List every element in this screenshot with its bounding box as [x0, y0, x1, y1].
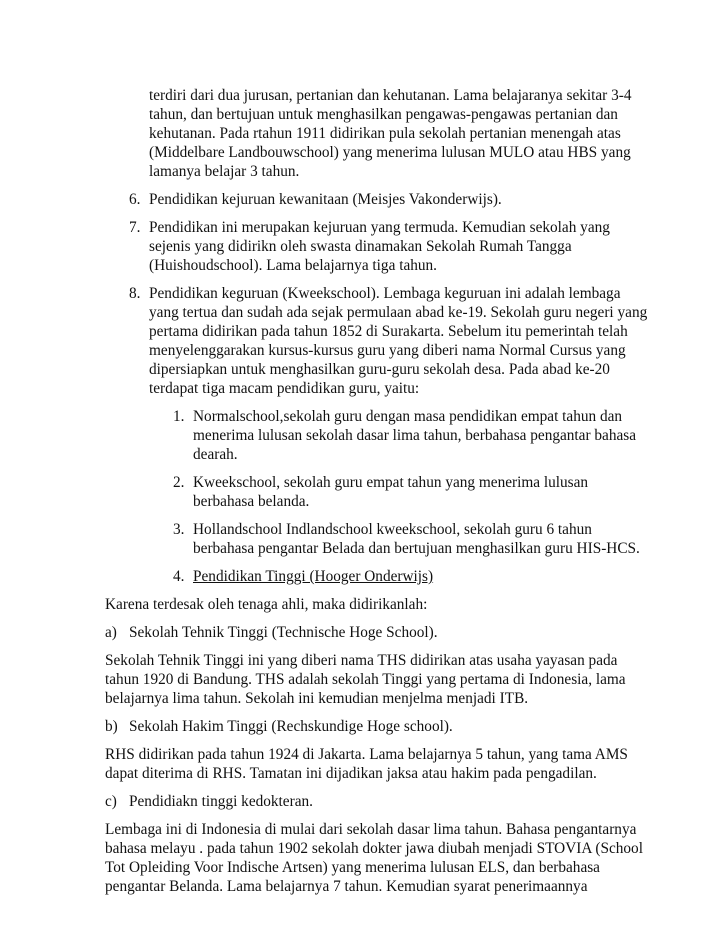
list-item-text: terdapat tiga macam pendidikan guru, yaitu: — [149, 380, 420, 397]
sublist-item-text: berbahasa belanda. — [193, 493, 310, 510]
paragraph-intro: Karena terdesak oleh tenaga ahli, maka didirikanlah: — [105, 596, 428, 613]
sublist-item-text: Kweekschool, sekolah guru empat tahun yang menerima lulusan — [193, 474, 589, 491]
list-item-text: Pendidikan keguruan (Kweekschool). Lembaga keguruan ini adalah lembaga — [149, 285, 621, 302]
list-item-text: sejenis yang didirikn oleh swasta dinamakan Sekolah Rumah Tangga — [149, 238, 572, 255]
paragraph-line: Lembaga ini di Indonesia di mulai dari sekolah dasar lima tahun. Bahasa pengantarnya — [105, 821, 637, 838]
list-item-text: Pendidikan ini merupakan kejuruan yang termuda. Kemudian sekolah yang — [149, 219, 610, 236]
paragraph-line: Tot Opleiding Voor Indische Artsen) yang menerima lulusan ELS, dan berbahasa — [105, 859, 600, 876]
list-item-text: dipersiapkan untuk menghasilkan guru-guru sekolah desa. Pada abad ke-20 — [149, 361, 610, 378]
sublist-item-number: 2. — [173, 474, 185, 491]
intro-line: tahun, dan bertujuan untuk menghasilkan pengawas-pengawas pertanian dan — [149, 106, 618, 123]
intro-line: (Middelbare Landbouwschool) yang menerima lulusan MULO atau HBS yang — [149, 144, 631, 161]
subsection-label: a) — [105, 624, 117, 641]
list-item-text: yang tertua dan sudah ada sejak permulaan abad ke-19. Sekolah guru negeri yang — [149, 304, 648, 321]
list-item-number: 8. — [129, 285, 141, 302]
subsection-title: Sekolah Tehnik Tinggi (Technische Hoge School). — [129, 624, 438, 641]
sublist-item-text: dearah. — [193, 446, 238, 463]
list-item-text: menyelenggarakan kursus-kursus guru yang diberi nama Normal Cursus yang — [149, 342, 626, 359]
sublist-item-text: Hollandschool Indlandschool kweekschool, sekolah guru 6 tahun — [193, 521, 592, 538]
list-item-number: 6. — [129, 191, 141, 208]
intro-line: kehutanan. Pada rtahun 1911 didirikan pula sekolah pertanian menengah atas — [149, 125, 621, 142]
list-item-text: Pendidikan kejuruan kewanitaan (Meisjes Vakonderwijs). — [149, 191, 502, 208]
paragraph-line: pengantar Belanda. Lama belajarnya 7 tahun. Kemudian syarat penerimaannya — [105, 878, 588, 895]
subsection-label: c) — [105, 793, 117, 810]
paragraph-line: RHS didirikan pada tahun 1924 di Jakarta. Lama belajarnya 5 tahun, yang tama AMS — [105, 746, 628, 763]
paragraph-line: bahasa melayu . pada tahun 1902 sekolah dokter jawa diubah menjadi STOVIA (School — [105, 840, 643, 857]
subsection-title: Sekolah Hakim Tinggi (Rechskundige Hoge school). — [129, 718, 453, 735]
paragraph-line: dapat diterima di RHS. Tamatan ini dijadikan jaksa atau hakim pada pengadilan. — [105, 765, 597, 782]
sublist-item-number: 4. — [173, 568, 185, 585]
subsection-title: Pendidiakn tinggi kedokteran. — [129, 793, 313, 810]
list-item-text: (Huishoudschool). Lama belajarnya tiga tahun. — [149, 257, 438, 274]
section-heading-underlined: Pendidikan Tinggi (Hooger Onderwijs) — [193, 568, 434, 585]
sublist-item-text: berbahasa pengantar Belada dan bertujuan menghasilkan guru HIS-HCS. — [193, 540, 640, 557]
sublist-item-text: menerima lulusan sekolah dasar lima tahun, berbahasa pengantar bahasa — [193, 427, 637, 444]
paragraph-line: tahun 1920 di Bandung. THS adalah sekolah Tinggi yang pertama di Indonesia, lama — [105, 671, 626, 688]
paragraph-line: Sekolah Tehnik Tinggi ini yang diberi nama THS didirikan atas usaha yayasan pada — [105, 652, 618, 669]
subsection-label: b) — [105, 718, 118, 735]
sublist-item-number: 1. — [173, 408, 185, 425]
list-item-number: 7. — [129, 219, 141, 236]
sublist-item-number: 3. — [173, 521, 185, 538]
intro-line: lamanya belajar 3 tahun. — [149, 163, 300, 180]
intro-line: terdiri dari dua jurusan, pertanian dan kehutanan. Lama belajaranya sekitar 3-4 — [149, 87, 632, 104]
list-item-text: pertama didirikan pada tahun 1852 di Surakarta. Sebelum itu pemerintah telah — [149, 323, 628, 340]
paragraph-line: belajarnya lima tahun. Sekolah ini kemudian menjelma menjadi ITB. — [105, 690, 529, 707]
sublist-item-text: Normalschool,sekolah guru dengan masa pendidikan empat tahun dan — [193, 408, 623, 425]
